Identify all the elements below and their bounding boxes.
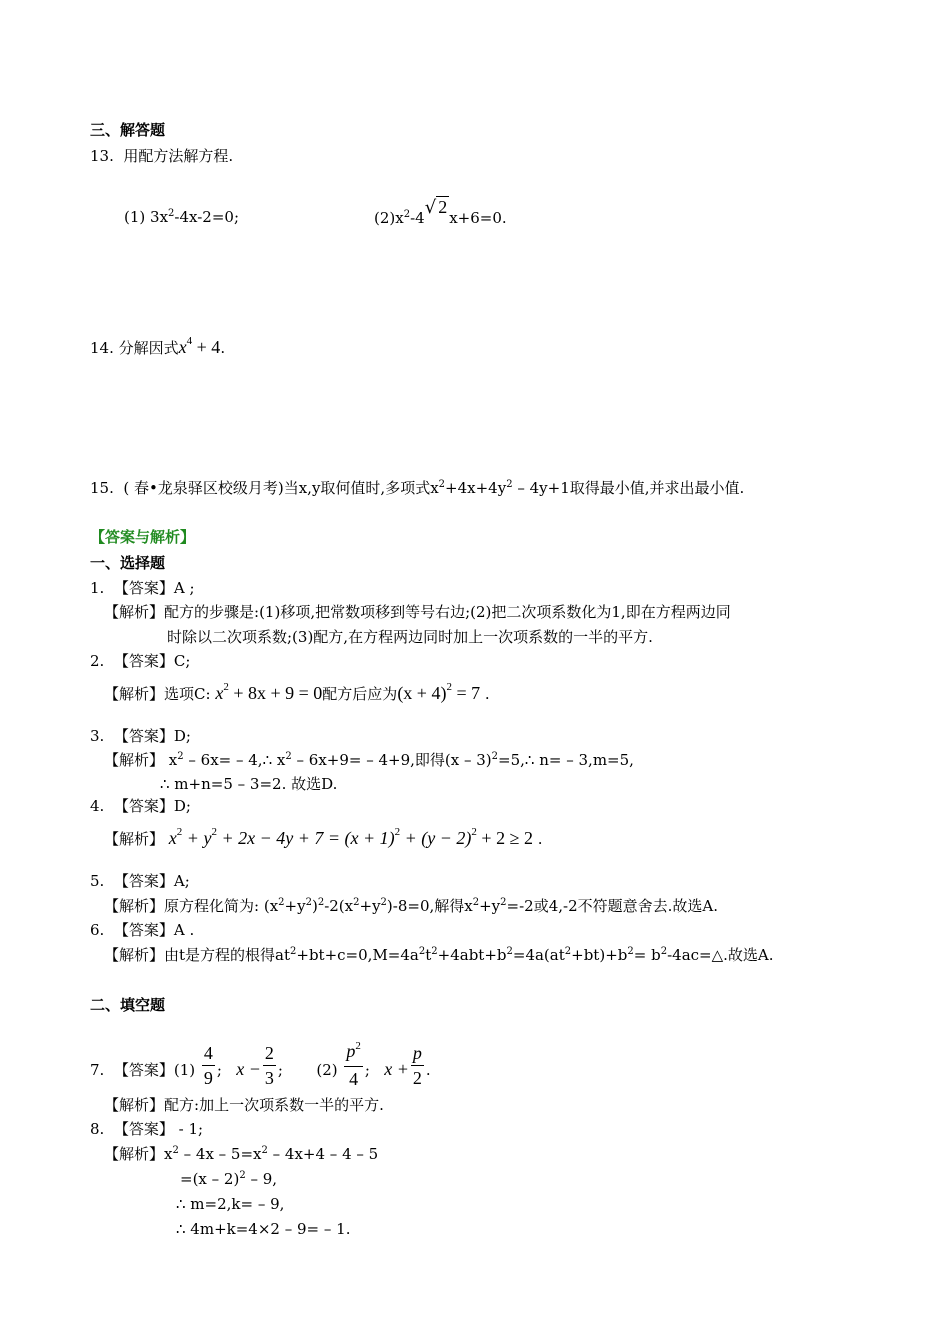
question-13 (90, 146, 233, 166)
answer-8-explanation-line-3: ∴ m=2,k= – 9, (176, 1195, 285, 1213)
answer-6-explanation: 【解析】由t是方程的根得$at^2+bt+c=0,M=4a^2t^2+4abt+b^2=4a(at^2+bt)+b^2=$ $b^2-4ac=\triangle$.故选A. (104, 946, 774, 964)
question-15: 15. ( 春•龙泉驿区校级月考)当x,y取何值时,多项式$x^2+4x+4y^2 - 4y+1$取得最小值,并求出最小值. (90, 479, 745, 497)
question-number: 13. (90, 147, 114, 165)
fraction: $\frac{p^2}{4}$ (346, 1040, 361, 1089)
question-13-part-2: $(2)x^2-4√$ 2x+6=0. (374, 197, 507, 227)
section-heading-choice: 一、选择题 (90, 554, 166, 572)
fraction: $\frac{2}{3}$ (264, 1042, 274, 1088)
question-number: 14. (90, 339, 114, 357)
fraction: $\frac{p}{2}$ (412, 1042, 422, 1088)
math-expression: $(x + 4)^2 = 7$ (397, 681, 481, 703)
answer-7-explanation: 【解析】配方:加上一次项系数一半的平方. (104, 1096, 384, 1114)
radical-sign-icon: √ (424, 197, 437, 218)
answer-2: 2. 【答案】C; (90, 652, 191, 670)
answer-5: 5. 【答案】A; (90, 872, 190, 890)
answer-1: 1. 【答案】A ; (90, 579, 195, 597)
question-text: 分解因式 (118, 339, 179, 357)
answer-3: 3. 【答案】D; (90, 727, 191, 745)
answer-2-explanation: 【解析】选项C: $x^2 + 8x + 9 = 0$配方后应为$(x + 4)^2 = 7$ . (104, 681, 490, 703)
answer-3-explanation-cont: ∴ m+n=5 – 3=2. 故选D. (160, 775, 338, 793)
answer-8-explanation: 【解析】$x^2 - 4x - 5=x^2 - 4x+4 - 4 - 5$ (104, 1145, 379, 1163)
section-heading-fill: 二、填空题 (90, 996, 166, 1014)
answer-6: 6. 【答案】A . (90, 921, 195, 939)
answer-7: 7. 【答案】(1) $\frac{4}{9}$ ; x − $\frac{2}{3}$ ; (2) $\frac{p^2}{4}$ ; x + $\frac{p}{2}$ . (90, 1040, 431, 1089)
question-text: 用配方法解方程. (123, 147, 234, 165)
answer-3-explanation: 【解析】 $x^2 - 6x=$ – 4,∴ $x^2 - 6x+9= - 4+9$,即得(x – 3)$^2$=5,∴ n= – 3,m=5, (104, 751, 634, 769)
answer-4-explanation: 【解析】 $x^2 + y^2 + 2x - 4y + 7 = (x + 1)^2 + (y - 2)^2 + 2 \ge 2$ . (104, 826, 543, 848)
answer-8-explanation-line-2: =(x – 2)$^2$ – 9, (180, 1170, 278, 1188)
answer-1-explanation-cont: 时除以二次项系数;(3)配方,在方程两边同时加上一次项系数的一半的平方. (167, 628, 653, 646)
answer-5-explanation: 【解析】原方程化简为: $(x^2+y^2)^2-2(x^2+y^2)-8=0$,解得$x^2+y^2=-2$或4,-2不符题意舍去.故选A. (104, 897, 719, 915)
answer-4: 4. 【答案】D; (90, 797, 191, 815)
sqrt-expression: √ 2 (424, 197, 448, 218)
answer-8: 8. 【答案】 - 1; (90, 1120, 204, 1138)
fraction: $\frac{4}{9}$ (203, 1042, 213, 1088)
math-expression: $x^2 + 8x + 9 = 0$ (215, 681, 323, 703)
answers-heading: 【答案与解析】 (90, 528, 196, 546)
answer-8-explanation-line-4: ∴ 4m+k=4×2 – 9= – 1. (176, 1220, 351, 1238)
math-expression: $x^4 + 4$ (178, 335, 221, 357)
question-number: 15. (90, 479, 114, 497)
question-13-part-1: (1) $3x^2-4x-2=0$; (124, 208, 240, 226)
section-heading-solve: 三、解答题 (90, 121, 166, 139)
question-14: 14. 分解因式$x^4 + 4$. (90, 335, 226, 357)
answer-1-explanation: 【解析】配方的步骤是:(1)移项,把常数项移到等号右边;(2)把二次项系数化为1,即在方程两边同 (104, 603, 731, 621)
math-expression: $x^2 + y^2 + 2x - 4y + 7 = (x + 1)^2 + (y - 2)^2 + 2 \ge 2$ (168, 826, 533, 848)
